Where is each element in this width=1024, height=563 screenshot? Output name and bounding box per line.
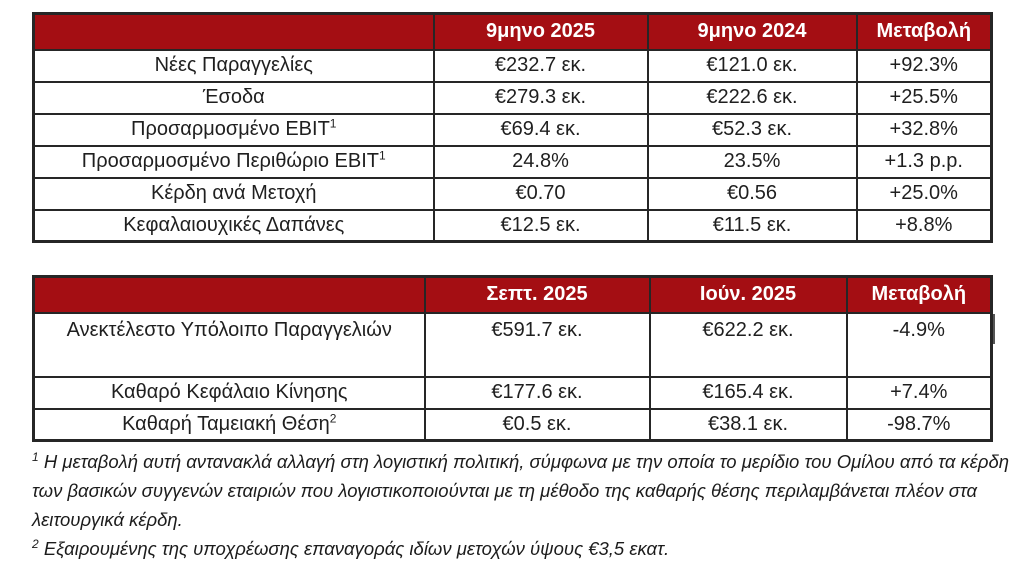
value-current: €591.7 εκ.: [425, 313, 650, 377]
value-prior: €0.56: [648, 178, 857, 210]
row-adjusted-ebit: [34, 114, 992, 146]
value-change: +1.3 p.p.: [857, 146, 992, 178]
row-label-text: Προσαρμοσμένο EBIT: [131, 118, 330, 140]
value-prior: €121.0 εκ.: [648, 50, 857, 82]
value-change: +7.4%: [847, 377, 992, 409]
row-capex: [34, 210, 992, 242]
row-earnings-per-share: [34, 178, 992, 210]
value-change: +25.0%: [857, 178, 992, 210]
row-revenue: [34, 82, 992, 114]
value-change: -4.9%: [847, 313, 992, 377]
footnotes: [32, 447, 1017, 563]
value-prior: 23.5%: [648, 146, 857, 178]
table2-col-header-jun-2025: Ιούν. 2025: [650, 277, 847, 313]
table1-corner-cell: [34, 14, 434, 50]
value-prior: €165.4 εκ.: [650, 377, 847, 409]
value-current: €279.3 εκ.: [434, 82, 648, 114]
row-label: [34, 50, 434, 82]
footnote-1: [32, 447, 1017, 534]
table1-header-row: [34, 14, 992, 50]
value-prior: €52.3 εκ.: [648, 114, 857, 146]
row-label-text: Έσοδα: [202, 86, 265, 108]
value-prior: €38.1 εκ.: [650, 409, 847, 441]
value-current: 24.8%: [434, 146, 648, 178]
footnote-ref: 1: [329, 116, 337, 131]
row-label: [34, 82, 434, 114]
value-prior: €622.2 εκ.: [650, 313, 847, 377]
value-current: €0.70: [434, 178, 648, 210]
row-label-text: Καθαρή Ταμειακή Θέση: [122, 412, 330, 435]
row-label-text: Ανεκτέλεστο Υπόλοιπο Παραγγελιών: [66, 318, 392, 341]
value-current: €177.6 εκ.: [425, 377, 650, 409]
balance-items-table: [32, 275, 993, 442]
row-adjusted-ebit-margin: [34, 146, 992, 178]
footnote-1-marker: 1: [32, 449, 39, 464]
footnote-2: [32, 534, 1017, 563]
row-label-text: Καθαρό Κεφάλαιο Κίνησης: [110, 381, 348, 403]
value-change: +92.3%: [857, 50, 992, 82]
value-change: +8.8%: [857, 210, 992, 242]
row-label-text: Κέρδη ανά Μετοχή: [150, 182, 317, 204]
row-label: [34, 210, 434, 242]
table2-corner-cell: [34, 277, 425, 313]
footnote-2-text: Εξαιρουμένης της υποχρέωσης επαναγοράς ιδίων μετοχών ύψους €3,5 εκατ.: [38, 538, 670, 559]
value-change: -98.7%: [847, 409, 992, 441]
row-label: [34, 114, 434, 146]
footnote-1-text: Η μεταβολή αυτή αντανακλά αλλαγή στη λογιστική πολιτική, σύμφωνα με την οποία το μερίδιο του Ομίλου από τα κέρδη των βασικών συγγενών εταιριών που λογιστικοποιούνται με τη μέθοδο της καθαρής θέσης περιλαμβάνεται πλέον στα λειτουργικά κέρδη.: [32, 451, 1010, 530]
text-cursor: [993, 314, 995, 344]
row-new-orders: [34, 50, 992, 82]
results-table-9month: [32, 12, 993, 243]
row-label: [34, 377, 425, 409]
row-label-text: Προσαρμοσμένο Περιθώριο EBIT: [81, 150, 380, 172]
row-net-working-capital: [34, 377, 992, 409]
row-label: [34, 409, 425, 441]
value-current: €12.5 εκ.: [434, 210, 648, 242]
value-change: +25.5%: [857, 82, 992, 114]
value-prior: €222.6 εκ.: [648, 82, 857, 114]
value-current: €232.7 εκ.: [434, 50, 648, 82]
table1-col-header-9m-2024: 9μηνο 2024: [648, 14, 857, 50]
financial-results-page: [32, 12, 1012, 563]
row-label: [34, 146, 434, 178]
row-label: [34, 178, 434, 210]
row-label-text: Κεφαλαιουχικές Δαπάνες: [123, 213, 345, 236]
row-order-backlog: [34, 313, 992, 377]
row-label-text: Νέες Παραγγελίες: [154, 54, 313, 76]
value-change: +32.8%: [857, 114, 992, 146]
footnote-2-marker: 2: [32, 536, 39, 551]
footnote-ref: 1: [379, 148, 386, 163]
table2-col-header-sep-2025: Σεπτ. 2025: [425, 277, 650, 313]
table2-header-row: [34, 277, 992, 313]
table1-col-header-9m-2025: 9μηνο 2025: [434, 14, 648, 50]
table2-col-header-change: Μεταβολή: [847, 277, 992, 313]
value-prior: €11.5 εκ.: [648, 210, 857, 242]
value-current: €0.5 εκ.: [425, 409, 650, 441]
row-net-cash-position: [34, 409, 992, 441]
footnote-ref: 2: [329, 411, 337, 426]
table1-col-header-change: Μεταβολή: [857, 14, 992, 50]
value-current: €69.4 εκ.: [434, 114, 648, 146]
row-label: [34, 313, 425, 377]
